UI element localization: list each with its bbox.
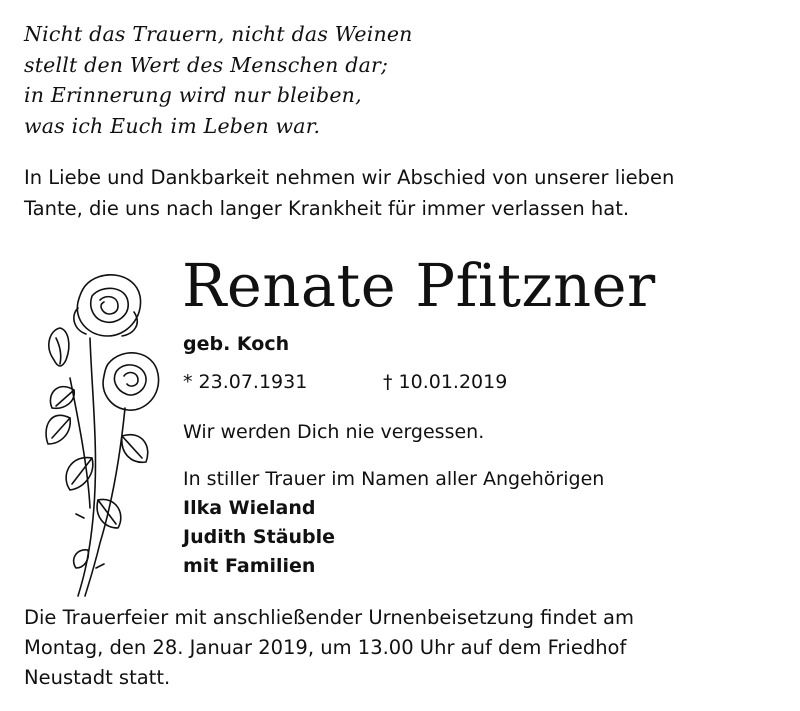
- farewell-line: Wir werden Dich nie vergessen.: [183, 421, 485, 443]
- mourners-block: [183, 465, 604, 581]
- birth-date: * 23.07.1931: [183, 371, 308, 393]
- service-line: Die Trauerfeier mit anschließender Urnenbeisetzung findet am: [24, 606, 634, 629]
- farewell-intro: [24, 162, 784, 224]
- mourner-name: Judith Stäuble: [183, 526, 336, 548]
- intro-line: In Liebe und Dankbarkeit nehmen wir Abschied von unserer lieben: [24, 166, 675, 189]
- memorial-poem: [24, 19, 413, 141]
- poem-line: in Erinnerung wird nur bleiben,: [24, 83, 362, 107]
- service-line: Montag, den 28. Januar 2019, um 13.00 Uhr auf dem Friedhof: [24, 636, 627, 659]
- poem-line: stellt den Wert des Menschen dar;: [24, 52, 389, 77]
- mourner-name: Ilka Wieland: [183, 497, 316, 519]
- funeral-service-info: [24, 603, 784, 693]
- mourners-intro: In stiller Trauer im Namen aller Angehörigen: [183, 468, 605, 490]
- life-dates: [183, 368, 603, 396]
- deceased-name: Renate Pfitzner: [182, 251, 656, 320]
- service-line: Neustadt statt.: [24, 666, 171, 689]
- roses-illustration-icon: [30, 268, 165, 598]
- maiden-name: geb. Koch: [183, 333, 290, 355]
- poem-line: Nicht das Trauern, nicht das Weinen: [24, 22, 413, 46]
- poem-line: was ich Euch im Leben war.: [24, 113, 321, 138]
- mourner-name: mit Familien: [183, 555, 316, 577]
- intro-line: Tante, die uns nach langer Krankheit für immer verlassen hat.: [24, 197, 630, 220]
- death-date: † 10.01.2019: [383, 371, 508, 393]
